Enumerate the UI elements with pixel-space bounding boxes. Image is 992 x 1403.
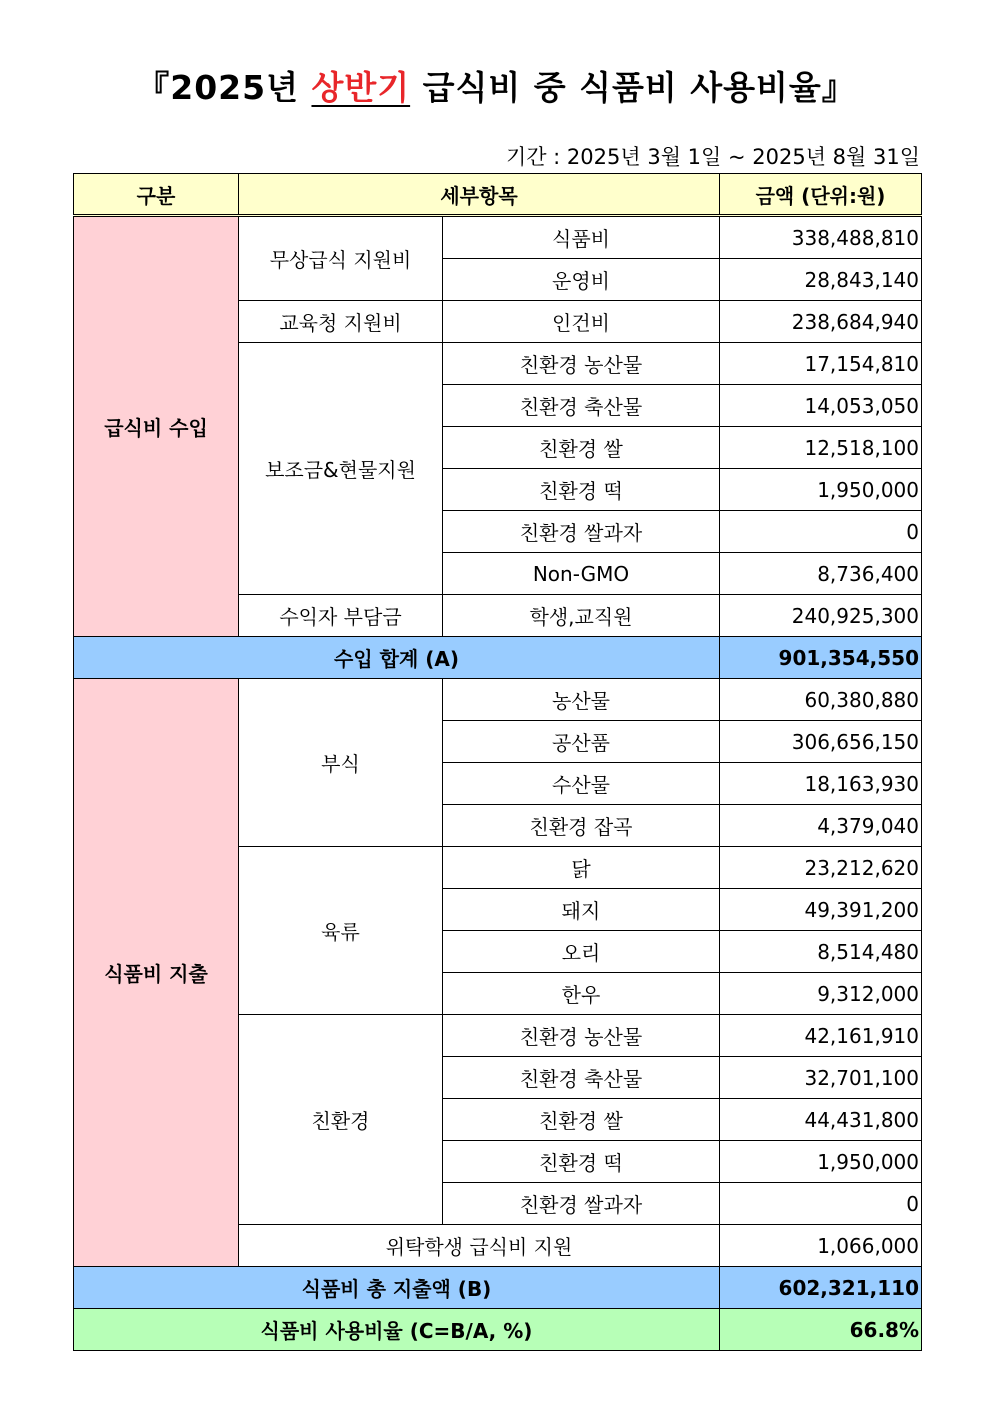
group-label-subsidy: 보조금&현물지원 [239, 343, 443, 595]
item-name: Non-GMO [443, 553, 720, 595]
item-amount: 14,053,050 [720, 385, 922, 427]
item-name: 돼지 [443, 889, 720, 931]
group-label-edu-office: 교육청 지원비 [239, 301, 443, 343]
group-label-beneficiary: 수익자 부담금 [239, 595, 443, 637]
expense-total-label: 식품비 총 지출액 (B) [74, 1267, 720, 1309]
item-name: 친환경 축산물 [443, 385, 720, 427]
item-amount: 49,391,200 [720, 889, 922, 931]
item-amount: 0 [720, 511, 922, 553]
item-name: 친환경 쌀과자 [443, 1183, 720, 1225]
title-highlight: 상반기 [311, 68, 411, 107]
item-name: 친환경 쌀 [443, 427, 720, 469]
header-category: 구분 [74, 174, 239, 216]
item-amount: 338,488,810 [720, 216, 922, 259]
income-category-label: 급식비 수입 [74, 216, 239, 637]
header-row [74, 174, 922, 216]
title-prefix: 『2025년 [136, 68, 312, 107]
item-name: 친환경 잡곡 [443, 805, 720, 847]
income-total-row [74, 637, 922, 679]
ratio-value: 66.8% [720, 1309, 922, 1351]
item-amount: 60,380,880 [720, 679, 922, 721]
header-amount: 금액 (단위:원) [720, 174, 922, 216]
item-amount: 42,161,910 [720, 1015, 922, 1057]
group-label-free-meal: 무상급식 지원비 [239, 216, 443, 301]
item-amount: 1,950,000 [720, 469, 922, 511]
item-amount: 306,656,150 [720, 721, 922, 763]
item-amount: 0 [720, 1183, 922, 1225]
group-label-eco: 친환경 [239, 1015, 443, 1225]
item-name: 친환경 떡 [443, 1141, 720, 1183]
item-name: 친환경 농산물 [443, 343, 720, 385]
item-name: 닭 [443, 847, 720, 889]
item-name: 친환경 쌀 [443, 1099, 720, 1141]
expense-total-amount: 602,321,110 [720, 1267, 922, 1309]
item-amount: 8,736,400 [720, 553, 922, 595]
item-name: 공산품 [443, 721, 720, 763]
item-name: 오리 [443, 931, 720, 973]
table-row [74, 216, 922, 259]
expense-total-row [74, 1267, 922, 1309]
commissioned-amount: 1,066,000 [720, 1225, 922, 1267]
item-amount: 17,154,810 [720, 343, 922, 385]
meal-cost-table [73, 173, 922, 1351]
item-amount: 28,843,140 [720, 259, 922, 301]
item-name: 친환경 쌀과자 [443, 511, 720, 553]
item-amount: 18,163,930 [720, 763, 922, 805]
title-suffix: 급식비 중 식품비 사용비율』 [410, 68, 856, 107]
item-amount: 240,925,300 [720, 595, 922, 637]
item-name: 학생,교직원 [443, 595, 720, 637]
header-detail: 세부항목 [239, 174, 720, 216]
item-name: 한우 [443, 973, 720, 1015]
group-label-meat: 육류 [239, 847, 443, 1015]
item-amount: 4,379,040 [720, 805, 922, 847]
item-name: 운영비 [443, 259, 720, 301]
table-row [74, 679, 922, 721]
item-name: 식품비 [443, 216, 720, 259]
ratio-row [74, 1309, 922, 1351]
item-name: 농산물 [443, 679, 720, 721]
item-amount: 23,212,620 [720, 847, 922, 889]
expense-category-label: 식품비 지출 [74, 679, 239, 1267]
item-amount: 1,950,000 [720, 1141, 922, 1183]
item-name: 수산물 [443, 763, 720, 805]
item-amount: 238,684,940 [720, 301, 922, 343]
income-total-amount: 901,354,550 [720, 637, 922, 679]
item-amount: 8,514,480 [720, 931, 922, 973]
ratio-label: 식품비 사용비율 (C=B/A, %) [74, 1309, 720, 1351]
item-amount: 9,312,000 [720, 973, 922, 1015]
page-title [0, 62, 992, 109]
item-name: 인건비 [443, 301, 720, 343]
period-text: 기간 : 2025년 3월 1일 ~ 2025년 8월 31일 [505, 145, 920, 169]
item-amount: 32,701,100 [720, 1057, 922, 1099]
item-name: 친환경 농산물 [443, 1015, 720, 1057]
item-amount: 44,431,800 [720, 1099, 922, 1141]
item-name: 친환경 떡 [443, 469, 720, 511]
commissioned-label: 위탁학생 급식비 지원 [239, 1225, 720, 1267]
item-amount: 12,518,100 [720, 427, 922, 469]
income-total-label: 수입 합계 (A) [74, 637, 720, 679]
group-label-side-dish: 부식 [239, 679, 443, 847]
item-name: 친환경 축산물 [443, 1057, 720, 1099]
